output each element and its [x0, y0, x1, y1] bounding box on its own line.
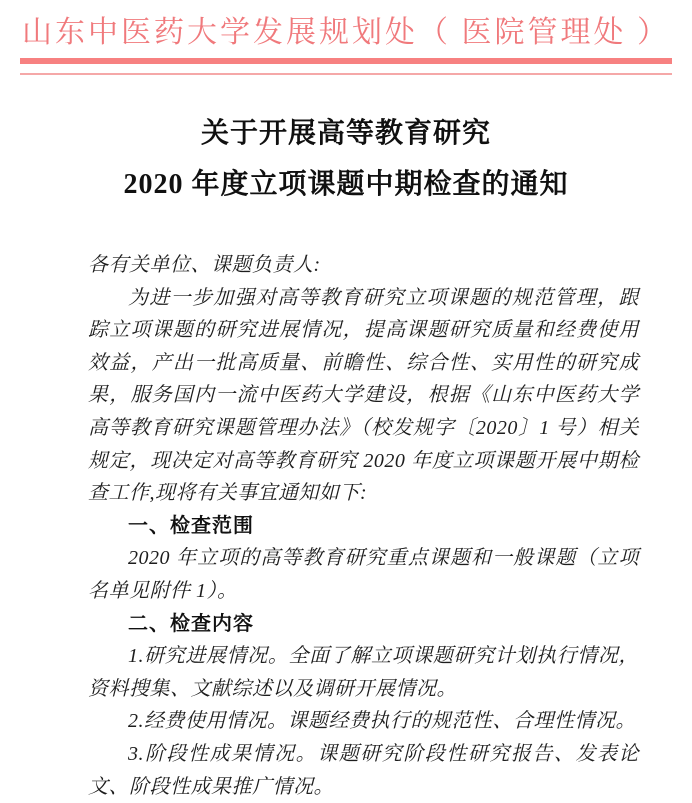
letterhead: [0, 0, 692, 75]
document-title-line-1: 关于开展高等教育研究: [200, 118, 491, 149]
paragraph-item-1: 1.研究进展情况。全面了解立项课题研究计划执行情况，资料搜集、文献综述以及调研开展情况。: [88, 645, 639, 700]
letterhead-divider-thick: [20, 58, 672, 64]
paragraph-item-2: 2.经费使用情况。课题经费执行的规范性、合理性情况。: [128, 710, 636, 733]
organization-title: 山东中医药大学发展规划处（ 医院管理处 ）: [22, 16, 670, 49]
notice-body: [88, 249, 639, 803]
paragraph-intro: 为进一步加强对高等教育研究立项课题的规范管理，跟踪立项课题的研究进展情况，提高课题研究质量和经费使用效益，产出一批高质量、前瞻性、综合性、实用性的研究成果，服务国内一流中医药大学建设，根据《山东中医药大学高等教育研究课题管理办法》（校发规字〔2020〕1 号）相关规定，现决定对高等教育研究 2020 年度立项课题开展中期检查工作,现将有关事宜通知如下:: [88, 286, 639, 505]
salutation: 各有关单位、课题负责人:: [88, 254, 321, 276]
letterhead-divider-thin: [20, 73, 672, 75]
paragraph-item-3: 3.阶段性成果情况。课题研究阶段性研究报告、发表论文、阶段性成果推广情况。: [88, 742, 639, 798]
document-title: [20, 108, 672, 210]
section-heading-scope: 一、检查范围: [128, 514, 254, 537]
document-title-line-2: 2020 年度立项课题中期检查的通知: [123, 169, 569, 200]
section-heading-content: 二、检查内容: [128, 612, 254, 635]
paragraph-scope: 2020 年立项的高等教育研究重点课题和一般课题（立项名单见附件 1）。: [88, 547, 639, 602]
